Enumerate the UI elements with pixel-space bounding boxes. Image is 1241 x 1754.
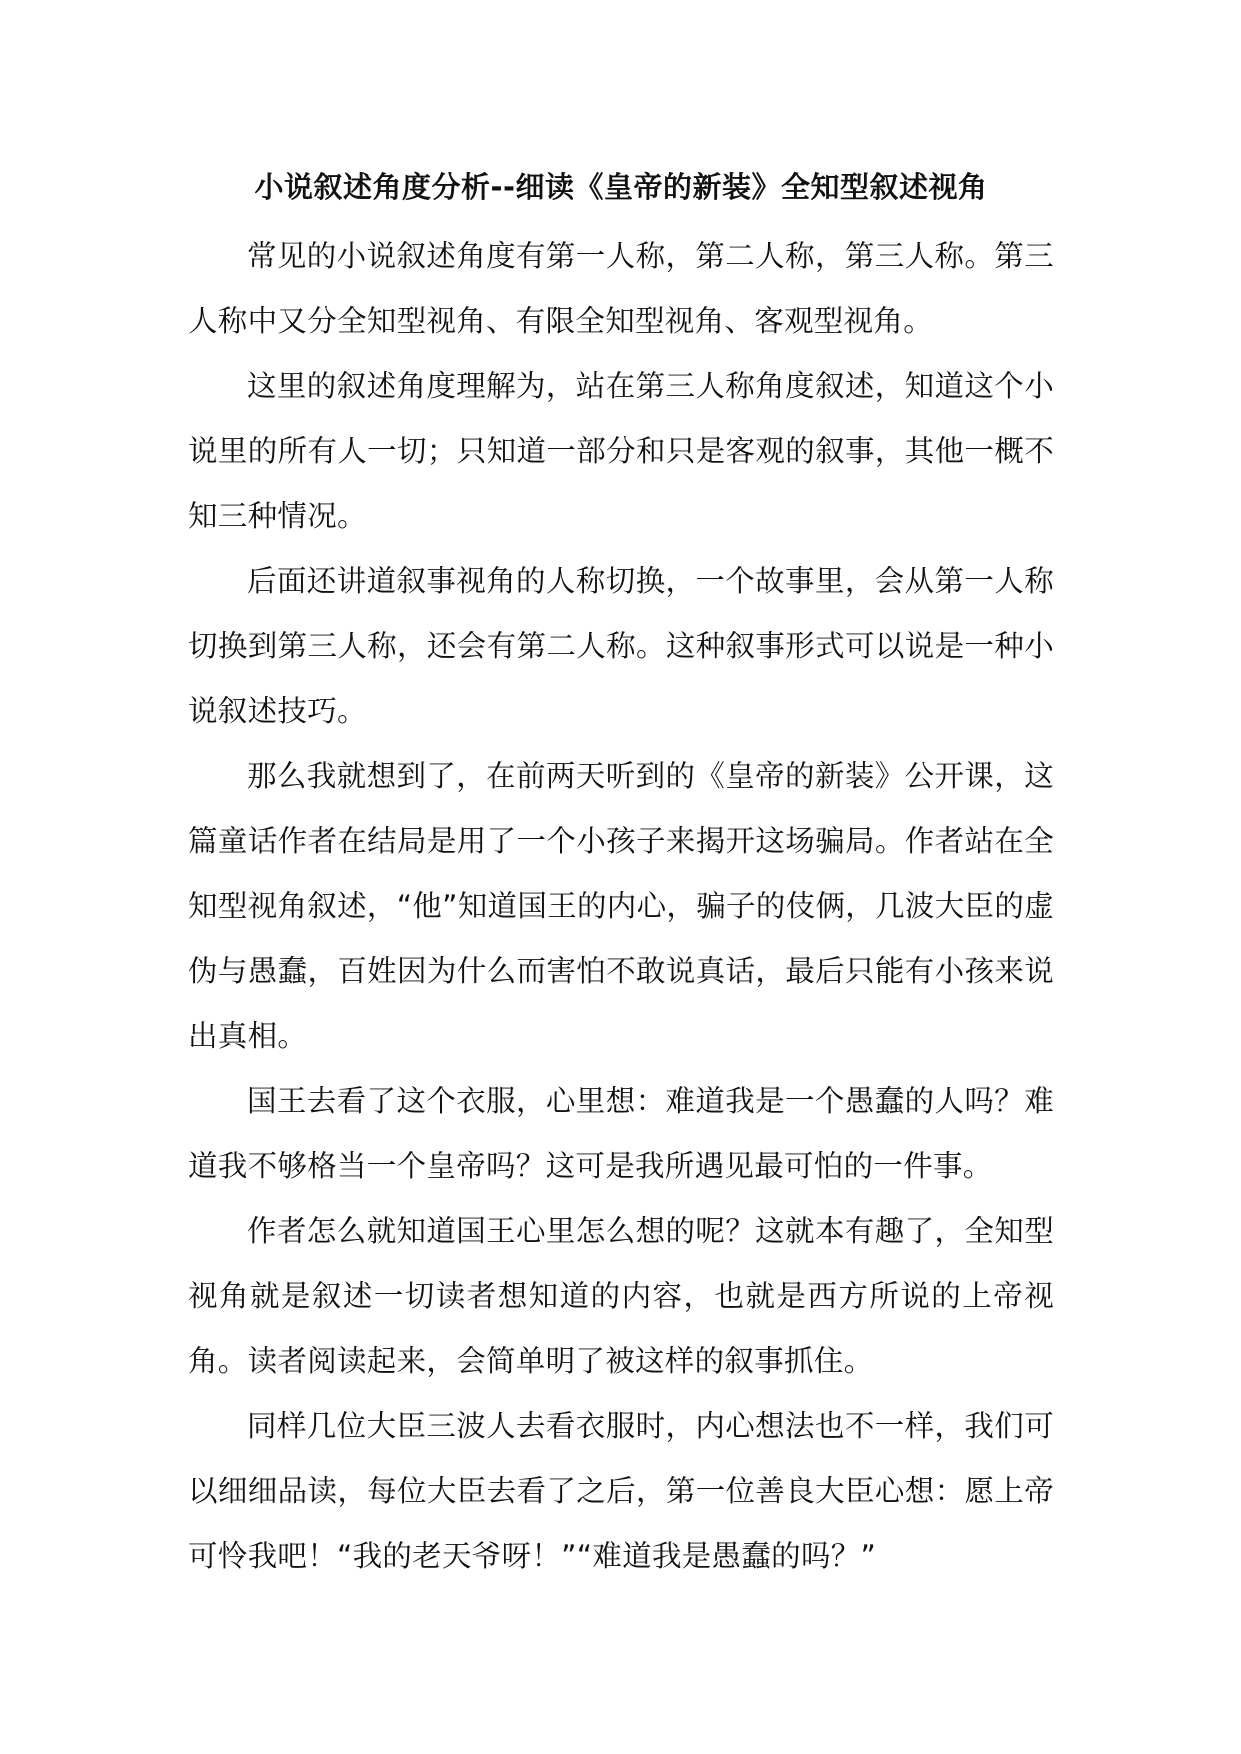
paragraph-1: 常见的小说叙述角度有第一人称，第二人称，第三人称。第三人称中又分全知型视角、有限全知型视角、客观型视角。 (188, 239, 1054, 338)
document-page (188, 160, 1054, 1589)
paragraph-4: 那么我就想到了，在前两天听到的《皇帝的新装》公开课，这篇童话作者在结局是用了一个小孩子来揭开这场骗局。作者站在全知型视角叙述，“他”知道国王的内心，骗子的伎俩，几波大臣的虚伪与愚蠢，百姓因为什么而害怕不敢说真话，最后只能有小孩来说出真相。 (188, 759, 1054, 1053)
paragraph-7: 同样几位大臣三波人去看衣服时，内心想法也不一样，我们可以细细品读，每位大臣去看了之后，第一位善良大臣心想：愿上帝可怜我吧！“我的老天爷呀！”“难道我是愚蠢的吗？” (188, 1409, 1054, 1573)
paragraph-2: 这里的叙述角度理解为，站在第三人称角度叙述，知道这个小说里的所有人一切；只知道一部分和只是客观的叙事，其他一概不知三种情况。 (188, 369, 1054, 533)
paragraph-3: 后面还讲道叙事视角的人称切换，一个故事里，会从第一人称切换到第三人称，还会有第二人称。这种叙事形式可以说是一种小说叙述技巧。 (188, 564, 1054, 728)
document-title: 小说叙述角度分析--细读《皇帝的新装》全知型叙述视角 (254, 170, 988, 204)
paragraph-5: 国王去看了这个衣服，心里想：难道我是一个愚蠢的人吗？难道我不够格当一个皇帝吗？这可是我所遇见最可怕的一件事。 (188, 1084, 1054, 1183)
paragraph-6: 作者怎么就知道国王心里怎么想的呢？这就本有趣了，全知型视角就是叙述一切读者想知道的内容，也就是西方所说的上帝视角。读者阅读起来，会简单明了被这样的叙事抓住。 (188, 1214, 1054, 1378)
